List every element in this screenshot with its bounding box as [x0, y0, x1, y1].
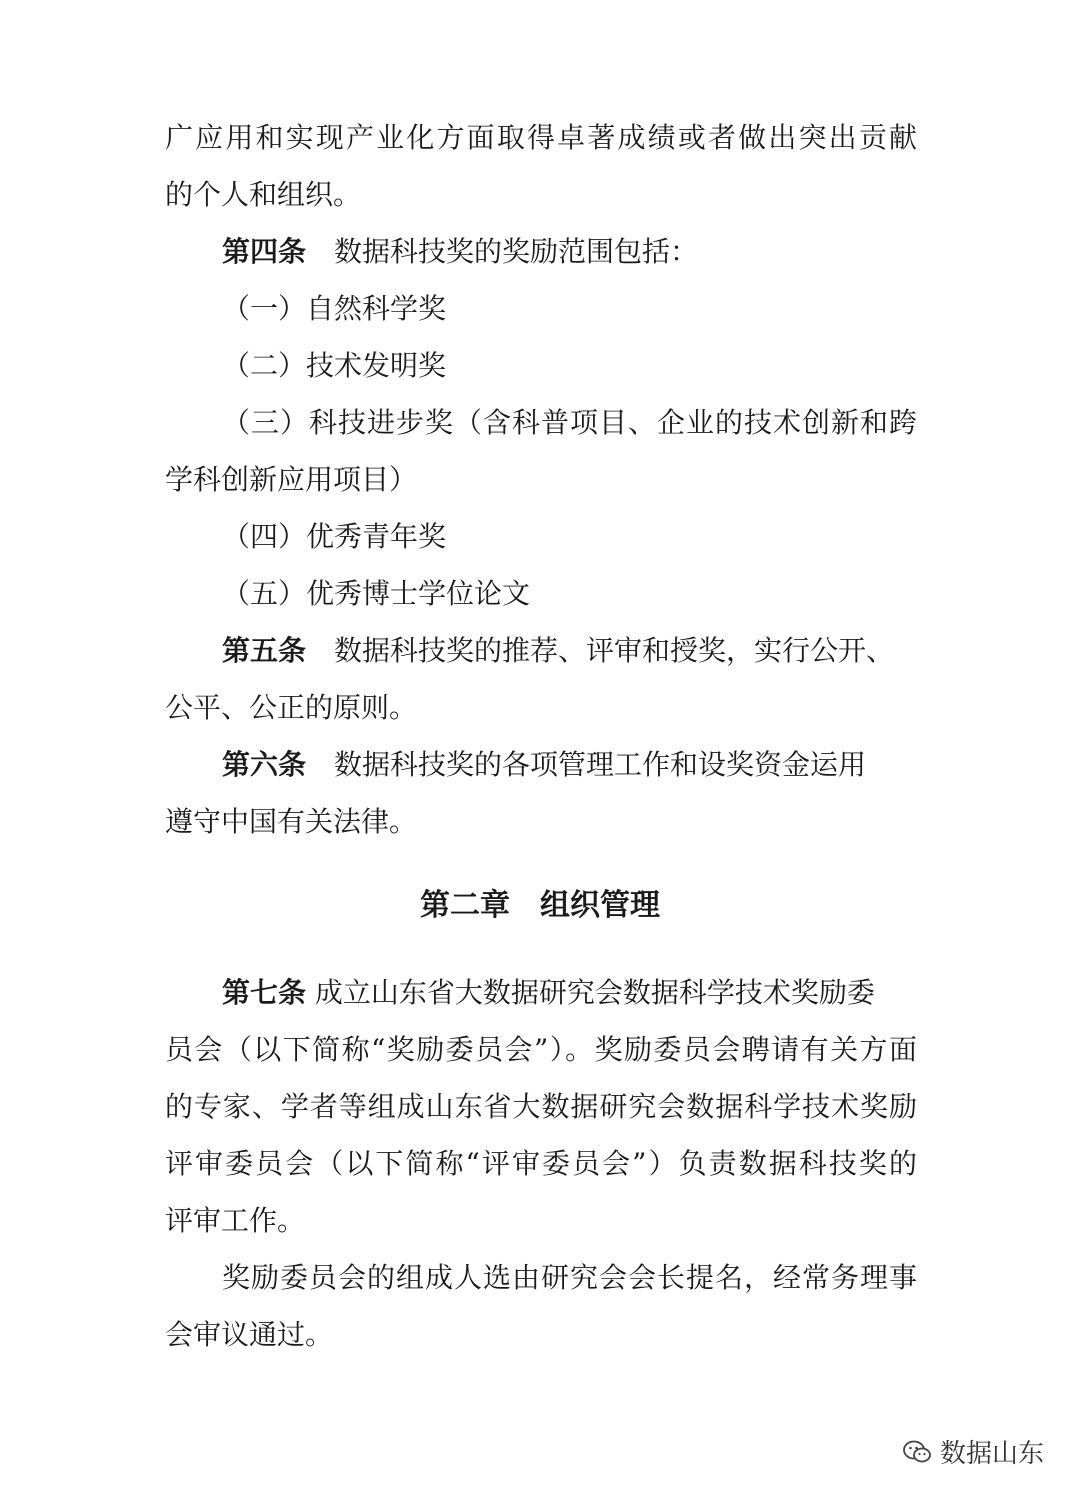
paragraph-line: 的个人和组织。	[165, 178, 362, 211]
paragraph-line: 的专家、学者等组成山东省大数据研究会数据科学技术奖励	[165, 1090, 917, 1123]
list-item: （五）优秀博士学位论文	[222, 577, 531, 610]
article-text: 数据科技奖的推荐、评审和授奖，实行公开、	[334, 634, 895, 667]
list-item: （二）技术发明奖	[222, 349, 447, 382]
paragraph-line: 评审工作。	[165, 1204, 306, 1237]
list-item: （一）自然科学奖	[222, 292, 447, 325]
article-5	[222, 631, 917, 671]
article-text: 成立山东省大数据研究会数据科学技术奖励委	[314, 976, 875, 1009]
article-7	[222, 973, 917, 1013]
wechat-icon	[902, 1439, 932, 1465]
chapter-heading: 第二章 组织管理	[420, 888, 660, 923]
paragraph-line: 评审委员会（以下简称“评审委员会”）负责数据科技奖的	[165, 1147, 917, 1180]
watermark-text: 数据山东	[939, 1439, 1044, 1469]
article-4	[222, 232, 917, 272]
list-item: （四）优秀青年奖	[222, 520, 447, 553]
watermark	[902, 1433, 1044, 1470]
article-text: 数据科技奖的各项管理工作和设奖资金运用	[334, 748, 867, 781]
article-label: 第四条	[222, 235, 307, 268]
list-item: （三）科技进步奖（含科普项目、企业的技术创新和跨	[222, 406, 917, 439]
paragraph-line: 奖励委员会的组成人选由研究会会长提名，经常务理事	[222, 1261, 917, 1294]
paragraph-line: 员会（以下简称“奖励委员会”）。奖励委员会聘请有关方面	[165, 1033, 917, 1066]
article-6	[222, 745, 917, 785]
article-text: 数据科技奖的奖励范围包括：	[334, 235, 699, 268]
paragraph-line: 广应用和实现产业化方面取得卓著成绩或者做出突出贡献	[165, 121, 917, 154]
paragraph-line: 公平、公正的原则。	[165, 691, 418, 724]
paragraph-line: 会审议通过。	[165, 1318, 334, 1351]
paragraph-line: 遵守中国有关法律。	[165, 805, 418, 838]
list-item-continuation: 学科创新应用项目）	[165, 463, 418, 496]
article-label: 第六条	[222, 748, 307, 781]
article-label: 第七条	[222, 976, 307, 1009]
article-label: 第五条	[222, 634, 307, 667]
